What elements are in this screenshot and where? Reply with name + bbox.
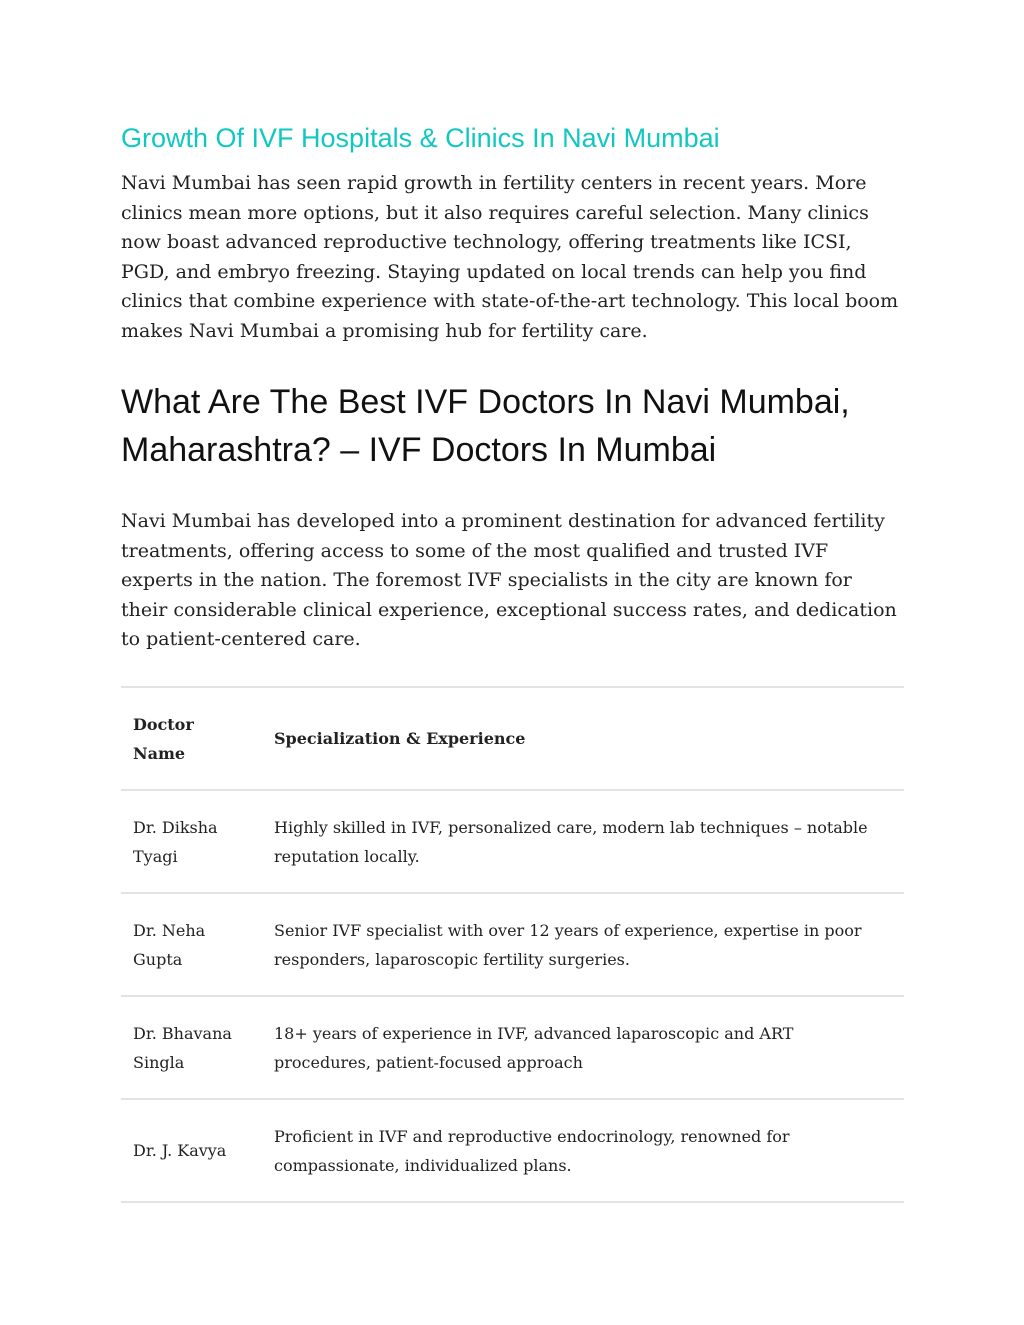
section-heading-best-doctors: What Are The Best IVF Doctors In Navi Mumbai, Maharashtra? – IVF Doctors In Mumbai xyxy=(121,383,850,469)
specialization-cell: Proficient in IVF and reproductive endocrinology, renowned for compassionate, individualized plans. xyxy=(274,1126,790,1175)
specialization-cell: Senior IVF specialist with over 12 years of experience, expertise in poor responders, laparoscopic fertility surgeries. xyxy=(274,920,862,969)
doctor-name-cell: Dr. Diksha Tyagi xyxy=(133,817,218,866)
section-paragraph-growth: Navi Mumbai has seen rapid growth in fertility centers in recent years. More clinics mean more options, but it also requires careful selection. Many clinics now boast advanced reproductive technology, offering treatments like ICSI, PGD, and embryo freezing. Staying updated on local trends can help you find clinics that combine experience with state-of-the-art technology. This local boom makes Navi Mumbai a promising hub for fertility care. xyxy=(121,172,899,342)
column-header-doctor-name: Doctor Name xyxy=(133,714,194,763)
doctors-table xyxy=(121,686,904,1203)
section-heading-growth: Growth Of IVF Hospitals & Clinics In Navi Mumbai xyxy=(121,123,720,153)
table-row xyxy=(121,790,904,893)
table-row xyxy=(121,1099,904,1202)
table-header-row xyxy=(121,687,904,790)
table-row xyxy=(121,893,904,996)
doctor-name-cell: Dr. J. Kavya xyxy=(133,1141,227,1160)
specialization-cell: 18+ years of experience in IVF, advanced laparoscopic and ART procedures, patient-focused approach xyxy=(274,1023,794,1072)
doctors-table-container xyxy=(121,686,904,1203)
table-row xyxy=(121,996,904,1099)
column-header-specialization: Specialization & Experience xyxy=(274,729,526,748)
doctor-name-cell: Dr. Neha Gupta xyxy=(133,920,206,969)
doctor-name-cell: Dr. Bhavana Singla xyxy=(133,1023,232,1072)
specialization-cell: Highly skilled in IVF, personalized care, modern lab techniques – notable reputation locally. xyxy=(274,817,868,866)
section-paragraph-best-doctors: Navi Mumbai has developed into a prominent destination for advanced fertility treatments, offering access to some of the most qualified and trusted IVF experts in the nation. The foremost IVF specialists in the city are known for their considerable clinical experience, exceptional success rates, and dedication to patient-centered care. xyxy=(121,510,897,650)
